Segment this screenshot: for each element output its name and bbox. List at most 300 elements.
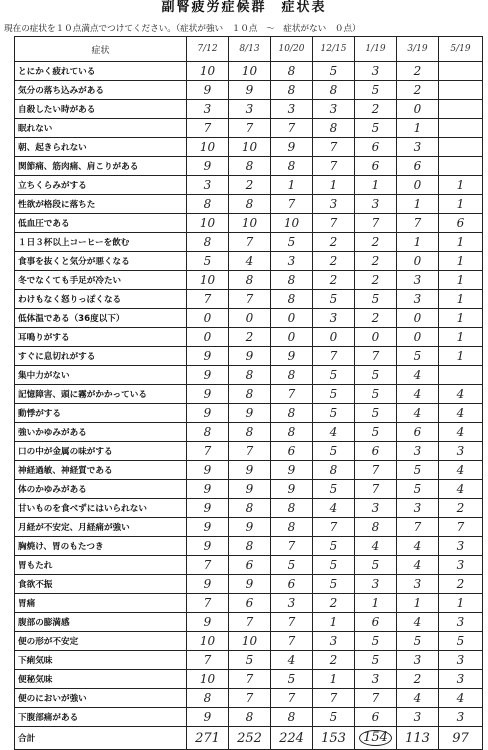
symptom-label: 便のにおいが強い bbox=[15, 689, 187, 708]
score-cell: 2 bbox=[229, 328, 271, 347]
symptom-label: 下腹部痛がある bbox=[15, 708, 187, 727]
symptom-row bbox=[15, 271, 483, 290]
symptom-row bbox=[15, 309, 483, 328]
score-cell: 5 bbox=[271, 233, 313, 252]
date-header: 7/12 bbox=[187, 37, 229, 62]
score-cell: 8 bbox=[313, 461, 355, 480]
score-cell: 8 bbox=[271, 157, 313, 176]
score-cell: 7 bbox=[397, 214, 439, 233]
score-cell: 1 bbox=[439, 233, 483, 252]
score-cell: 1 bbox=[313, 670, 355, 689]
score-cell: 5 bbox=[355, 119, 397, 138]
score-cell: 9 bbox=[187, 480, 229, 499]
score-cell: 7 bbox=[397, 518, 439, 537]
score-cell: 4 bbox=[397, 613, 439, 632]
symptom-row bbox=[15, 100, 483, 119]
score-cell: 2 bbox=[355, 309, 397, 328]
score-cell: 9 bbox=[187, 518, 229, 537]
score-cell: 0 bbox=[229, 309, 271, 328]
score-cell: 0 bbox=[397, 252, 439, 271]
score-cell: 5 bbox=[355, 556, 397, 575]
score-cell: 5 bbox=[313, 575, 355, 594]
score-cell: 4 bbox=[439, 480, 483, 499]
score-cell: 9 bbox=[187, 366, 229, 385]
score-cell: 8 bbox=[271, 423, 313, 442]
score-cell: 8 bbox=[229, 423, 271, 442]
symptom-label: 月経が不安定、月経痛が強い bbox=[15, 518, 187, 537]
score-cell: 7 bbox=[229, 290, 271, 309]
score-cell: 3 bbox=[229, 100, 271, 119]
score-cell: 6 bbox=[355, 442, 397, 461]
score-cell: 3 bbox=[439, 708, 483, 727]
score-cell: 5 bbox=[313, 404, 355, 423]
score-cell: 6 bbox=[355, 613, 397, 632]
symptom-label: 関節痛、筋肉痛、肩こりがある bbox=[15, 157, 187, 176]
score-cell: 3 bbox=[439, 537, 483, 556]
score-cell: 7 bbox=[229, 613, 271, 632]
score-cell: 9 bbox=[187, 537, 229, 556]
score-cell: 3 bbox=[271, 252, 313, 271]
score-cell: 1 bbox=[313, 176, 355, 195]
symptom-row bbox=[15, 404, 483, 423]
score-cell: 8 bbox=[271, 290, 313, 309]
score-cell: 3 bbox=[439, 670, 483, 689]
symptom-label: 強いかゆみがある bbox=[15, 423, 187, 442]
score-cell: 6 bbox=[355, 157, 397, 176]
date-header: 3/19 bbox=[397, 37, 439, 62]
date-header: 1/19 bbox=[355, 37, 397, 62]
score-cell: 3 bbox=[397, 575, 439, 594]
score-cell: 0 bbox=[187, 328, 229, 347]
score-cell: 9 bbox=[229, 518, 271, 537]
score-cell: 0 bbox=[397, 100, 439, 119]
score-cell: 9 bbox=[229, 575, 271, 594]
score-cell: 8 bbox=[229, 271, 271, 290]
score-cell: 4 bbox=[397, 537, 439, 556]
symptom-label: 性欲が格段に落ちた bbox=[15, 195, 187, 214]
total-value: 224 bbox=[271, 727, 313, 750]
score-cell: 6 bbox=[271, 575, 313, 594]
score-cell: 8 bbox=[271, 499, 313, 518]
score-cell: 9 bbox=[187, 461, 229, 480]
symptom-label: 胸焼け、胃のもたつき bbox=[15, 537, 187, 556]
symptom-row bbox=[15, 138, 483, 157]
date-header: 12/15 bbox=[313, 37, 355, 62]
symptom-label: とにかく疲れている bbox=[15, 62, 187, 81]
symptom-label: 眠れない bbox=[15, 119, 187, 138]
score-cell: 5 bbox=[313, 480, 355, 499]
score-cell: 10 bbox=[187, 62, 229, 81]
symptom-label: 低血圧である bbox=[15, 214, 187, 233]
score-cell: 7 bbox=[313, 138, 355, 157]
symptom-row bbox=[15, 214, 483, 233]
score-cell: 1 bbox=[397, 195, 439, 214]
score-cell: 1 bbox=[355, 176, 397, 195]
score-cell: 4 bbox=[439, 689, 483, 708]
score-cell: 9 bbox=[187, 385, 229, 404]
score-cell: 7 bbox=[355, 461, 397, 480]
score-cell: 9 bbox=[187, 81, 229, 100]
symptom-row bbox=[15, 594, 483, 613]
score-cell: 0 bbox=[187, 309, 229, 328]
score-cell: 9 bbox=[271, 138, 313, 157]
symptom-label: 胃もたれ bbox=[15, 556, 187, 575]
score-cell: 7 bbox=[313, 518, 355, 537]
score-cell: 5 bbox=[313, 442, 355, 461]
score-cell: 0 bbox=[397, 176, 439, 195]
score-cell: 8 bbox=[229, 708, 271, 727]
score-cell: 1 bbox=[397, 594, 439, 613]
symptom-rows bbox=[15, 62, 483, 727]
score-cell: 8 bbox=[229, 385, 271, 404]
score-cell: 9 bbox=[229, 404, 271, 423]
score-cell: 0 bbox=[271, 309, 313, 328]
score-cell: 4 bbox=[271, 651, 313, 670]
symptom-label: 口の中が金属の味がする bbox=[15, 442, 187, 461]
score-cell: 2 bbox=[313, 271, 355, 290]
score-cell: 5 bbox=[355, 81, 397, 100]
score-cell: 9 bbox=[271, 347, 313, 366]
date-header: 5/19 bbox=[439, 37, 483, 62]
symptom-label: 動悸がする bbox=[15, 404, 187, 423]
score-cell: 7 bbox=[355, 347, 397, 366]
score-cell: 7 bbox=[355, 480, 397, 499]
score-cell: 6 bbox=[439, 214, 483, 233]
score-cell: 1 bbox=[439, 347, 483, 366]
score-cell: 9 bbox=[187, 575, 229, 594]
score-cell: 4 bbox=[397, 689, 439, 708]
score-cell: 5 bbox=[313, 290, 355, 309]
score-cell: 7 bbox=[439, 518, 483, 537]
score-cell: 4 bbox=[229, 252, 271, 271]
symptom-row bbox=[15, 442, 483, 461]
symptom-row bbox=[15, 708, 483, 727]
symptom-row bbox=[15, 366, 483, 385]
score-cell: 5 bbox=[397, 632, 439, 651]
score-cell: 5 bbox=[439, 632, 483, 651]
symptom-label: 記憶障害、頭に霧がかかっている bbox=[15, 385, 187, 404]
score-cell: 7 bbox=[187, 556, 229, 575]
score-cell: 9 bbox=[187, 499, 229, 518]
symptom-label: 耳鳴りがする bbox=[15, 328, 187, 347]
score-cell bbox=[439, 366, 483, 385]
symptom-label: 下痢気味 bbox=[15, 651, 187, 670]
score-cell: 0 bbox=[313, 328, 355, 347]
score-cell bbox=[439, 81, 483, 100]
total-value: 153 bbox=[313, 727, 355, 750]
score-cell: 10 bbox=[187, 670, 229, 689]
score-cell: 4 bbox=[397, 404, 439, 423]
score-cell: 2 bbox=[355, 233, 397, 252]
symptom-label: 食事を抜くと気分が悪くなる bbox=[15, 252, 187, 271]
score-cell: 8 bbox=[313, 119, 355, 138]
score-cell: 5 bbox=[355, 404, 397, 423]
symptom-row bbox=[15, 537, 483, 556]
score-cell: 8 bbox=[271, 404, 313, 423]
score-cell: 7 bbox=[271, 119, 313, 138]
symptom-row bbox=[15, 195, 483, 214]
date-header: 10/20 bbox=[271, 37, 313, 62]
total-value: 97 bbox=[439, 727, 483, 750]
score-cell: 1 bbox=[439, 176, 483, 195]
total-value: 113 bbox=[397, 727, 439, 750]
score-cell: 6 bbox=[271, 442, 313, 461]
score-cell: 10 bbox=[229, 214, 271, 233]
symptom-row bbox=[15, 689, 483, 708]
score-cell: 3 bbox=[397, 499, 439, 518]
score-cell: 5 bbox=[355, 290, 397, 309]
score-cell: 7 bbox=[271, 537, 313, 556]
symptom-row bbox=[15, 575, 483, 594]
score-cell: 8 bbox=[271, 518, 313, 537]
score-cell: 3 bbox=[439, 556, 483, 575]
score-cell: 3 bbox=[439, 442, 483, 461]
symptom-label: 自殺したい時がある bbox=[15, 100, 187, 119]
score-cell: 9 bbox=[229, 461, 271, 480]
symptom-row bbox=[15, 347, 483, 366]
symptom-row bbox=[15, 480, 483, 499]
score-cell: 2 bbox=[397, 62, 439, 81]
symptom-label: 集中力がない bbox=[15, 366, 187, 385]
score-cell: 3 bbox=[187, 100, 229, 119]
score-cell: 3 bbox=[397, 271, 439, 290]
score-cell: 7 bbox=[271, 613, 313, 632]
score-cell: 3 bbox=[439, 651, 483, 670]
score-cell: 2 bbox=[313, 594, 355, 613]
score-cell: 5 bbox=[355, 366, 397, 385]
score-cell: 1 bbox=[397, 119, 439, 138]
score-cell: 4 bbox=[397, 556, 439, 575]
score-cell: 4 bbox=[313, 499, 355, 518]
score-cell: 8 bbox=[187, 195, 229, 214]
score-cell: 2 bbox=[439, 575, 483, 594]
score-cell: 5 bbox=[355, 651, 397, 670]
score-cell: 3 bbox=[355, 62, 397, 81]
score-cell: 7 bbox=[313, 689, 355, 708]
score-cell: 8 bbox=[271, 62, 313, 81]
score-cell: 0 bbox=[397, 328, 439, 347]
score-cell: 10 bbox=[229, 632, 271, 651]
score-cell: 7 bbox=[271, 689, 313, 708]
score-cell: 0 bbox=[271, 328, 313, 347]
symptom-row bbox=[15, 385, 483, 404]
score-cell: 10 bbox=[229, 62, 271, 81]
symptom-label: 冬でなくても手足が冷たい bbox=[15, 271, 187, 290]
symptom-label: 神経過敏、神経質である bbox=[15, 461, 187, 480]
score-cell: 3 bbox=[439, 613, 483, 632]
score-cell: 1 bbox=[439, 328, 483, 347]
symptom-label: 立ちくらみがする bbox=[15, 176, 187, 195]
score-cell: 5 bbox=[397, 461, 439, 480]
score-cell: 8 bbox=[229, 537, 271, 556]
total-row bbox=[15, 727, 483, 750]
score-cell: 8 bbox=[271, 708, 313, 727]
score-cell: 7 bbox=[313, 214, 355, 233]
symptom-row bbox=[15, 62, 483, 81]
score-cell: 9 bbox=[187, 708, 229, 727]
score-cell: 9 bbox=[187, 157, 229, 176]
score-cell: 7 bbox=[271, 632, 313, 651]
score-cell: 2 bbox=[355, 100, 397, 119]
header-row bbox=[15, 37, 483, 62]
score-cell: 4 bbox=[313, 423, 355, 442]
score-cell: 3 bbox=[313, 195, 355, 214]
score-cell: 8 bbox=[271, 366, 313, 385]
score-cell: 8 bbox=[229, 499, 271, 518]
score-cell: 9 bbox=[229, 81, 271, 100]
score-cell: 7 bbox=[355, 214, 397, 233]
score-cell bbox=[439, 100, 483, 119]
score-cell: 4 bbox=[439, 385, 483, 404]
score-cell: 1 bbox=[271, 176, 313, 195]
score-cell: 7 bbox=[229, 670, 271, 689]
symptom-row bbox=[15, 518, 483, 537]
score-cell: 5 bbox=[397, 347, 439, 366]
score-cell: 2 bbox=[397, 670, 439, 689]
score-cell: 3 bbox=[313, 632, 355, 651]
score-cell: 3 bbox=[397, 708, 439, 727]
score-cell: 0 bbox=[355, 328, 397, 347]
score-cell: 1 bbox=[439, 271, 483, 290]
symptom-row bbox=[15, 670, 483, 689]
score-cell: 2 bbox=[229, 176, 271, 195]
score-cell: 6 bbox=[229, 556, 271, 575]
score-cell: 7 bbox=[187, 290, 229, 309]
score-cell: 10 bbox=[229, 138, 271, 157]
total-value-circled: 154 bbox=[355, 727, 397, 750]
score-cell bbox=[439, 138, 483, 157]
score-cell: 3 bbox=[313, 309, 355, 328]
score-cell: 5 bbox=[313, 366, 355, 385]
symptom-row bbox=[15, 423, 483, 442]
score-cell: 10 bbox=[187, 214, 229, 233]
symptom-row bbox=[15, 651, 483, 670]
score-cell: 8 bbox=[271, 271, 313, 290]
score-cell: 9 bbox=[229, 347, 271, 366]
score-cell: 1 bbox=[439, 290, 483, 309]
score-cell: 5 bbox=[397, 480, 439, 499]
score-cell: 2 bbox=[313, 233, 355, 252]
symptom-label: 低体温である（36度以下） bbox=[15, 309, 187, 328]
score-cell: 3 bbox=[397, 651, 439, 670]
score-cell: 7 bbox=[187, 119, 229, 138]
score-cell: 5 bbox=[313, 62, 355, 81]
score-cell: 5 bbox=[355, 385, 397, 404]
score-cell: 5 bbox=[187, 252, 229, 271]
score-cell: 8 bbox=[313, 81, 355, 100]
instruction-text: 現在の症状を１０点満点でつけてください。（症状が強い １０点 ～ 症状がない ０点） bbox=[4, 24, 361, 34]
score-cell: 1 bbox=[313, 613, 355, 632]
score-cell: 3 bbox=[355, 670, 397, 689]
score-cell: 8 bbox=[187, 423, 229, 442]
score-cell: 4 bbox=[439, 461, 483, 480]
score-cell: 6 bbox=[229, 594, 271, 613]
symptom-row bbox=[15, 499, 483, 518]
score-cell: 9 bbox=[187, 404, 229, 423]
symptom-table bbox=[14, 36, 483, 750]
score-cell: 3 bbox=[355, 575, 397, 594]
score-cell bbox=[439, 157, 483, 176]
score-cell: 7 bbox=[313, 347, 355, 366]
score-cell: 10 bbox=[187, 271, 229, 290]
score-cell: 7 bbox=[271, 195, 313, 214]
total-value: 271 bbox=[187, 727, 229, 750]
symptom-label: すぐに息切れがする bbox=[15, 347, 187, 366]
score-cell: 3 bbox=[355, 499, 397, 518]
score-cell: 5 bbox=[271, 556, 313, 575]
symptom-row bbox=[15, 252, 483, 271]
score-cell: 4 bbox=[355, 537, 397, 556]
symptom-label: 気分の落ち込みがある bbox=[15, 81, 187, 100]
score-cell: 2 bbox=[439, 499, 483, 518]
symptom-label: 甘いものを食べずにはいられない bbox=[15, 499, 187, 518]
score-cell bbox=[439, 62, 483, 81]
symptom-label: １日３杯以上コーヒーを飲む bbox=[15, 233, 187, 252]
score-cell: 8 bbox=[355, 518, 397, 537]
score-cell: 4 bbox=[439, 423, 483, 442]
symptom-row bbox=[15, 556, 483, 575]
score-cell: 6 bbox=[355, 708, 397, 727]
score-cell: 3 bbox=[355, 195, 397, 214]
score-cell: 4 bbox=[439, 404, 483, 423]
page-title: 副腎疲労症候群 症状表 bbox=[161, 0, 327, 15]
score-cell: 7 bbox=[313, 157, 355, 176]
symptom-row bbox=[15, 290, 483, 309]
score-cell: 2 bbox=[313, 252, 355, 271]
score-cell: 5 bbox=[313, 556, 355, 575]
symptom-label: 便秘気味 bbox=[15, 670, 187, 689]
score-cell: 7 bbox=[229, 233, 271, 252]
score-cell: 7 bbox=[229, 119, 271, 138]
score-cell: 7 bbox=[187, 442, 229, 461]
score-cell: 1 bbox=[439, 309, 483, 328]
score-cell: 3 bbox=[187, 176, 229, 195]
symptom-row bbox=[15, 328, 483, 347]
score-cell: 2 bbox=[397, 81, 439, 100]
score-cell: 10 bbox=[187, 138, 229, 157]
score-cell: 6 bbox=[397, 157, 439, 176]
date-header: 8/13 bbox=[229, 37, 271, 62]
score-cell: 9 bbox=[187, 613, 229, 632]
score-cell: 6 bbox=[355, 138, 397, 157]
score-cell: 1 bbox=[397, 233, 439, 252]
score-cell: 1 bbox=[439, 195, 483, 214]
score-cell: 6 bbox=[397, 423, 439, 442]
symptom-row bbox=[15, 632, 483, 651]
score-cell: 5 bbox=[355, 423, 397, 442]
score-cell: 8 bbox=[229, 195, 271, 214]
score-cell: 3 bbox=[313, 100, 355, 119]
symptom-label: 食欲不振 bbox=[15, 575, 187, 594]
score-cell: 4 bbox=[397, 385, 439, 404]
symptom-row bbox=[15, 119, 483, 138]
score-cell: 2 bbox=[355, 252, 397, 271]
score-cell: 7 bbox=[229, 689, 271, 708]
score-cell: 7 bbox=[187, 651, 229, 670]
symptom-label: 朝、起きられない bbox=[15, 138, 187, 157]
symptom-label: わけもなく怒りっぽくなる bbox=[15, 290, 187, 309]
score-cell: 9 bbox=[271, 461, 313, 480]
score-cell: 8 bbox=[187, 689, 229, 708]
score-cell: 3 bbox=[397, 138, 439, 157]
score-cell: 7 bbox=[355, 689, 397, 708]
score-cell: 2 bbox=[355, 271, 397, 290]
score-cell: 3 bbox=[397, 442, 439, 461]
score-cell: 5 bbox=[313, 537, 355, 556]
symptom-row bbox=[15, 176, 483, 195]
score-cell: 1 bbox=[439, 594, 483, 613]
symptom-label: 腹部の膨満感 bbox=[15, 613, 187, 632]
